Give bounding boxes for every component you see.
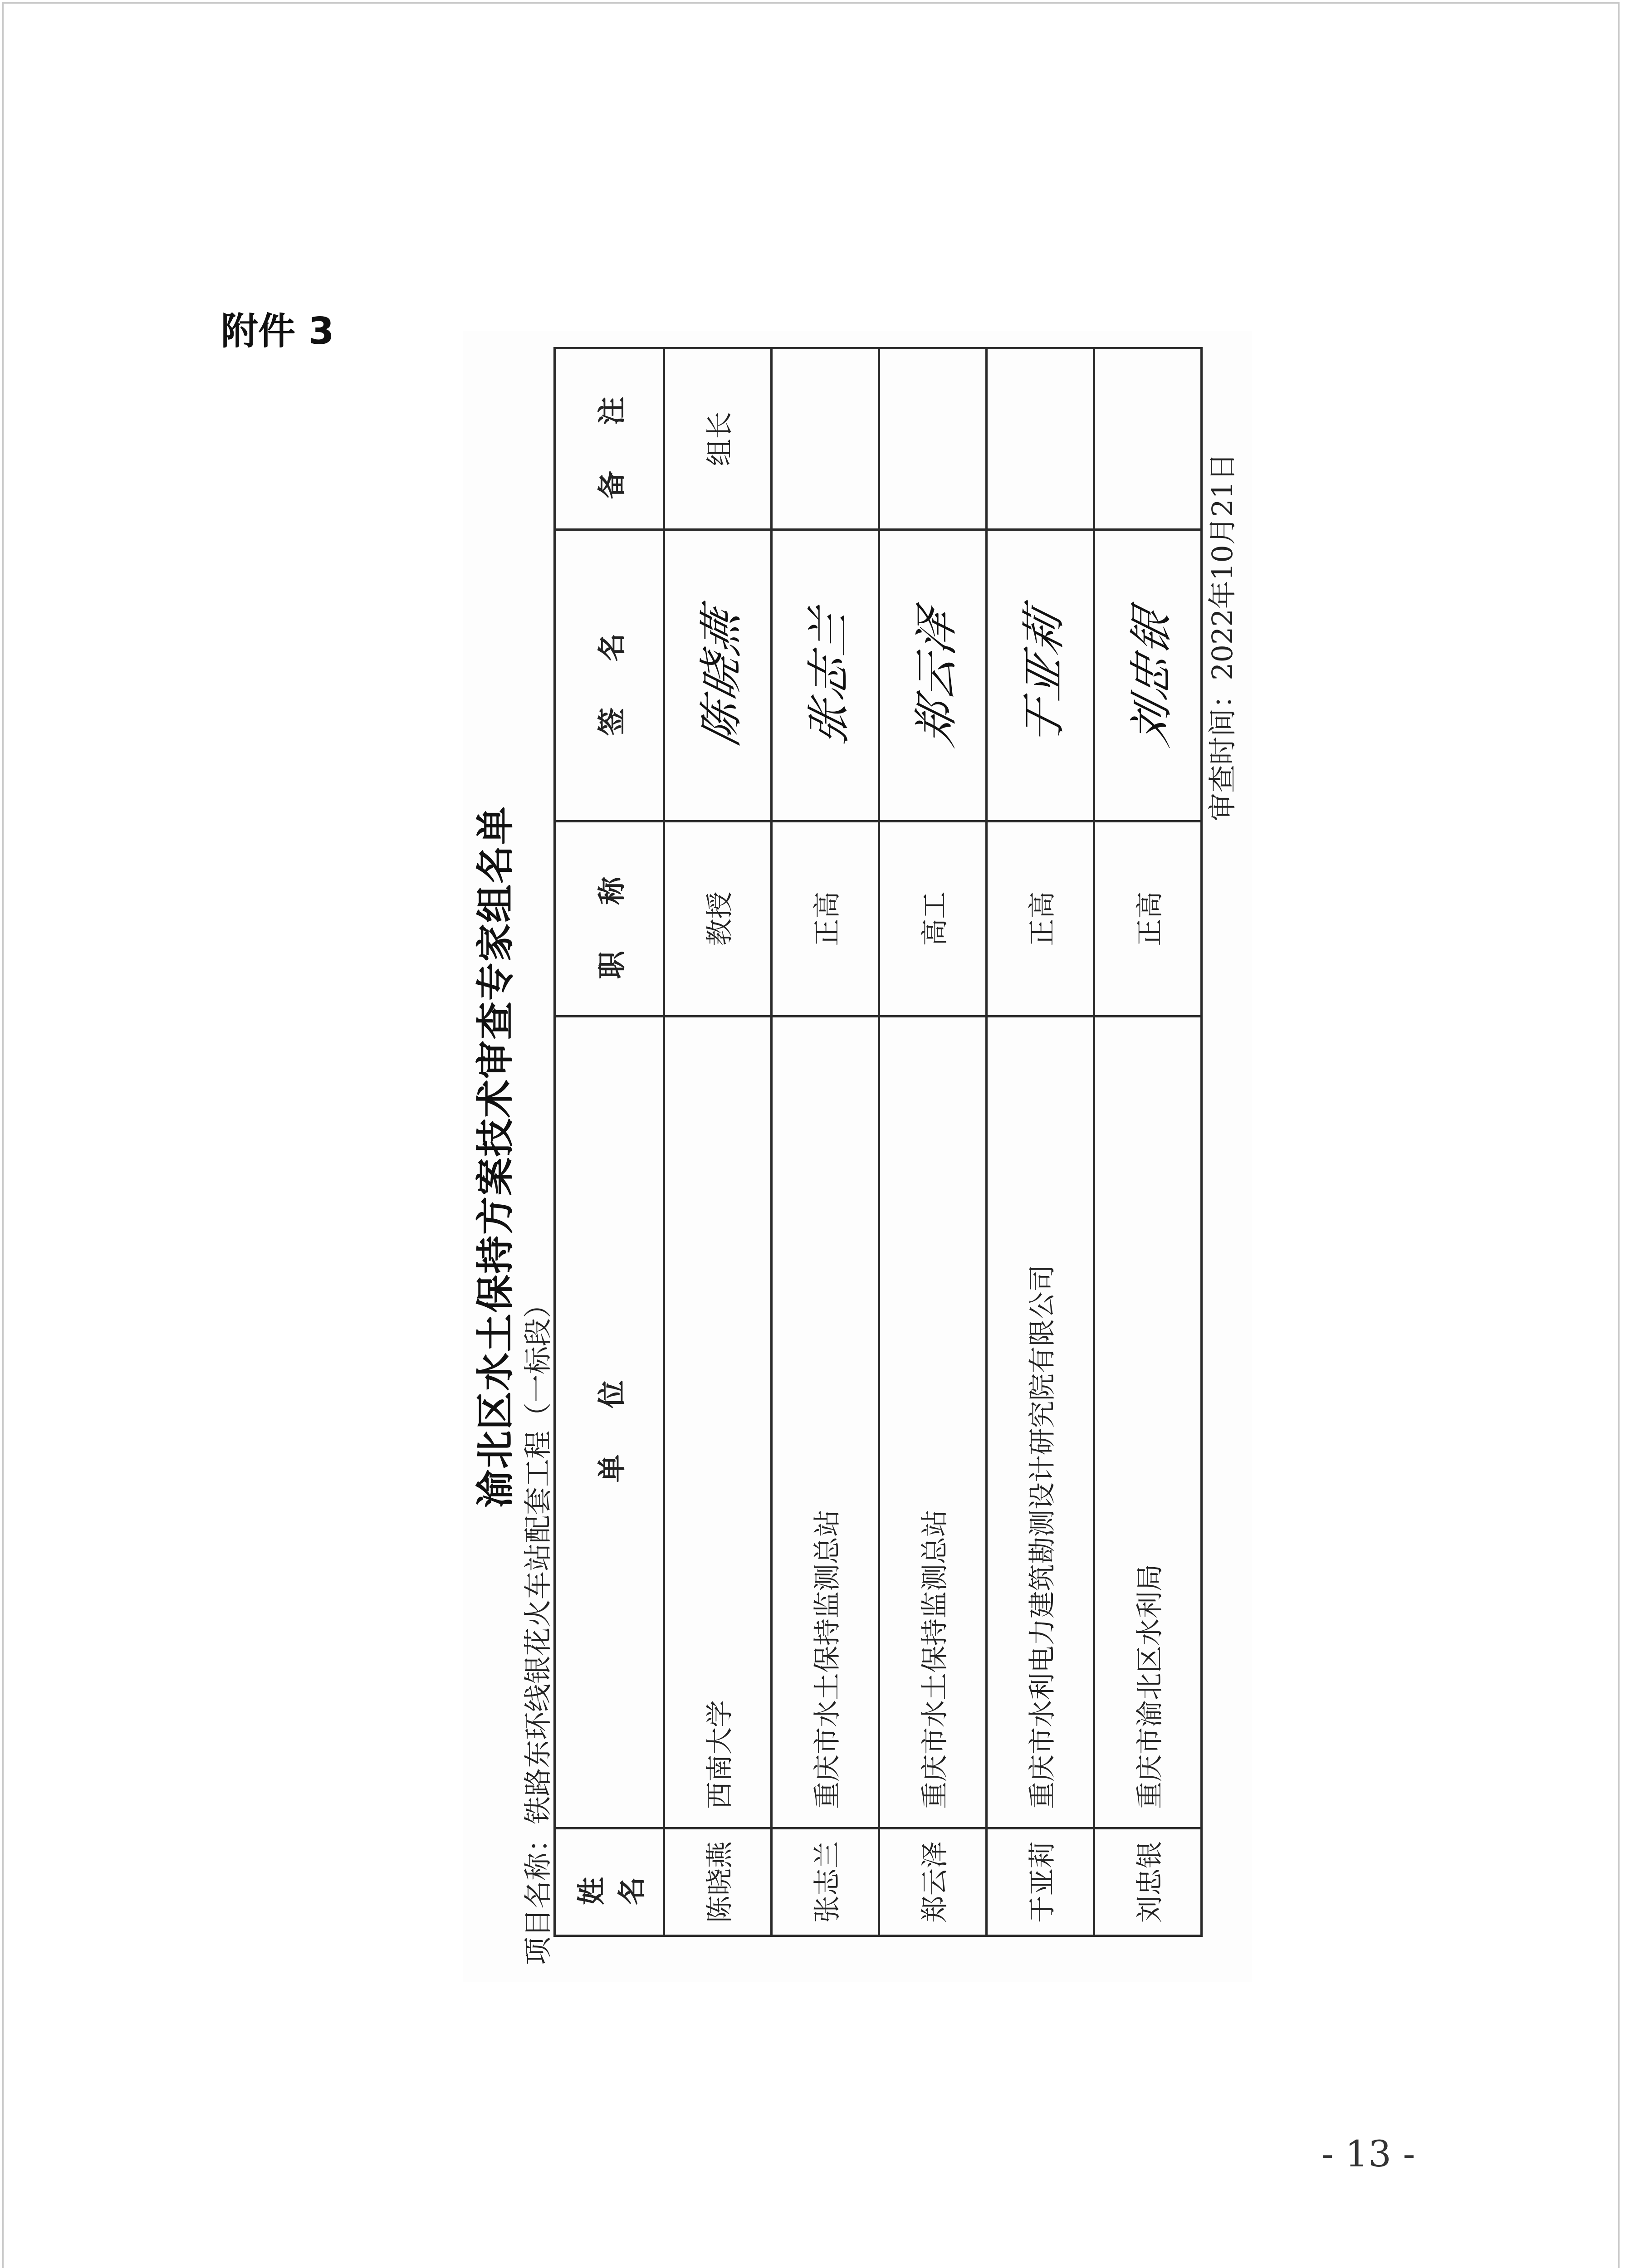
page-number: - 13 - (1321, 2133, 1415, 2175)
cell-remark: 组长 (664, 348, 772, 530)
cell-signature (664, 530, 772, 821)
table-row (1094, 348, 1202, 1936)
handwritten-signature: 郑云泽 (910, 601, 962, 751)
scanned-roster (463, 331, 1252, 1982)
rotated-content (463, 331, 1252, 1982)
cell-title: 高工 (879, 821, 987, 1017)
cell-name: 刘忠银 (1094, 1828, 1202, 1936)
review-time: 审查时间：2022年10月21日 (1206, 453, 1239, 821)
handwritten-signature: 陈晓燕 (695, 601, 747, 751)
header-remark: 备 注 (555, 348, 664, 530)
header-signature: 签 名 (555, 530, 664, 821)
cell-signature (772, 530, 879, 821)
cell-unit: 重庆市渝北区水利局 (1094, 1017, 1202, 1828)
table-row (664, 348, 772, 1936)
cell-signature (1094, 530, 1202, 821)
cell-signature (879, 530, 987, 821)
cell-title: 教授 (664, 821, 772, 1017)
cell-unit: 重庆市水土保持监测总站 (879, 1017, 987, 1828)
handwritten-signature: 于亚莉 (1018, 601, 1069, 751)
cell-unit: 重庆市水土保持监测总站 (772, 1017, 879, 1828)
expert-table-wrapper (553, 347, 1203, 1937)
cell-remark (987, 348, 1094, 530)
header-title: 职 称 (555, 821, 664, 1017)
cell-title: 正高 (1094, 821, 1202, 1017)
project-name-line: 项目名称：铁路东环线银花火车站配套工程（一标段） (521, 1290, 554, 1965)
table-header-row (555, 348, 664, 1936)
document-title: 渝北区水土保持方案技术审查专家组名单 (473, 806, 518, 1508)
cell-signature (987, 530, 1094, 821)
cell-name: 陈晓燕 (664, 1828, 772, 1936)
cell-unit: 西南大学 (664, 1017, 772, 1828)
cell-title: 正高 (987, 821, 1094, 1017)
attachment-label: 附件 3 (221, 310, 334, 353)
header-name: 姓 名 (555, 1828, 664, 1936)
expert-table (553, 347, 1203, 1937)
cell-name: 郑云泽 (879, 1828, 987, 1936)
cell-unit: 重庆市水利电力建筑勘测设计研究院有限公司 (987, 1017, 1094, 1828)
header-unit: 单 位 (555, 1017, 664, 1828)
handwritten-signature: 刘忠银 (1126, 601, 1177, 751)
table-row (987, 348, 1094, 1936)
cell-title: 正高 (772, 821, 879, 1017)
table-row (772, 348, 879, 1936)
cell-name: 于亚莉 (987, 1828, 1094, 1936)
cell-remark (772, 348, 879, 530)
cell-remark (1094, 348, 1202, 530)
cell-name: 张志兰 (772, 1828, 879, 1936)
cell-remark (879, 348, 987, 530)
handwritten-signature: 张志兰 (803, 601, 854, 751)
table-row (879, 348, 987, 1936)
